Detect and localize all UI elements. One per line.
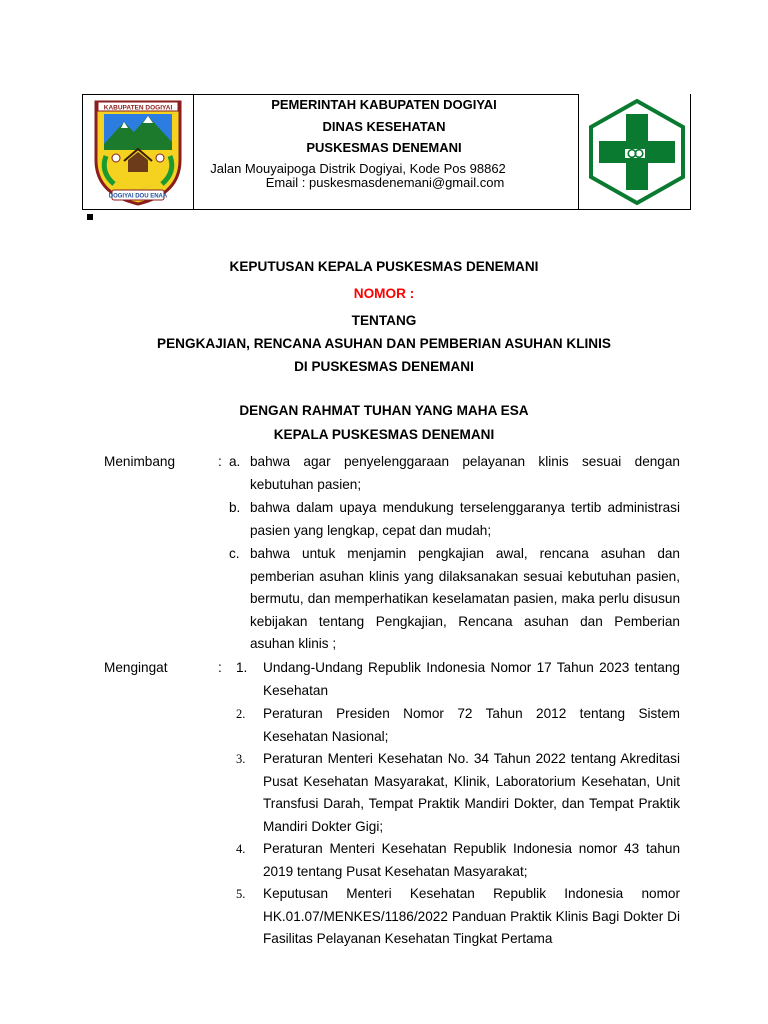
- letterhead-top-border: [82, 94, 578, 95]
- letterhead-right-border: [690, 94, 691, 210]
- mengingat-mark-5: 5.: [236, 887, 246, 901]
- menimbang-item-b: bahwa dalam upaya mendukung terselenggaranya tertib administrasi pasien yang lengkap, cepat dan mudah;: [250, 500, 680, 538]
- mengingat-mark-2: 2.: [236, 707, 246, 721]
- header-agency: DINAS KESEHATAN: [322, 119, 446, 134]
- mengingat-item-3: Peraturan Menteri Kesehatan No. 34 Tahun 2022 tentang Akreditasi Pusat Kesehatan Masyarakat, Klinik, Laboratorium Kesehatan, Unit Transfusi Darah, Tempat Praktik Mandiri Dokter, dan Tempat Praktik Mandiri Dokter Gigi;: [263, 751, 680, 834]
- decree-number-label: NOMOR :: [353, 286, 415, 301]
- mengingat-colon: :: [218, 660, 222, 675]
- header-address: Jalan Mouyaipoga Distrik Dogiyai, Kode Pos 98862: [210, 161, 506, 176]
- crest-bottom-text: DOGIYAI DOU ENAA: [108, 193, 168, 200]
- menimbang-mark-b: b.: [229, 500, 241, 515]
- mengingat-item-1: Undang-Undang Republik Indonesia Nomor 17 Tahun 2023 tentang Kesehatan: [263, 660, 680, 698]
- kabupaten-dogiyai-crest-icon: [90, 98, 186, 206]
- blessing-line: DENGAN RAHMAT TUHAN YANG MAHA ESA: [239, 403, 529, 418]
- about-label: TENTANG: [351, 313, 417, 328]
- header-email: Email : puskesmasdenemani@gmail.com: [265, 175, 505, 190]
- menimbang-mark-a: a.: [229, 454, 241, 469]
- subject-line-1: PENGKAJIAN, RENCANA ASUHAN DAN PEMBERIAN ASUHAN KLINIS: [157, 336, 611, 351]
- letterhead-left-border: [82, 94, 83, 210]
- header-puskesmas: PUSKESMAS DENEMANI: [306, 140, 462, 155]
- stray-bullet-mark: [87, 214, 93, 220]
- mengingat-mark-4: 4.: [236, 842, 246, 856]
- menimbang-item-c: bahwa untuk menjamin pengkajian awal, rencana asuhan dan pemberian asuhan klinis yang dilaksanakan sesuai kebutuhan pasien, bermutu, dan memperhatikan keselamatan pasien, maka perlu disusun kebijakan tentang Pengkajian, Rencana asuhan dan Pemberian asuhan klinis ;: [250, 546, 680, 652]
- crest-top-text: KABUPATEN DOGIYAI: [103, 104, 173, 112]
- decree-title: KEPUTUSAN KEPALA PUSKESMAS DENEMANI: [229, 259, 539, 274]
- mengingat-mark-3: 3.: [236, 752, 246, 766]
- mengingat-label: Mengingat: [104, 660, 168, 675]
- menimbang-colon: :: [218, 454, 222, 469]
- header-government: PEMERINTAH KABUPATEN DOGIYAI: [271, 97, 497, 112]
- mengingat-item-2: Peraturan Presiden Nomor 72 Tahun 2012 tentang Sistem Kesehatan Nasional;: [263, 706, 680, 744]
- head-title: KEPALA PUSKESMAS DENEMANI: [273, 427, 495, 442]
- letterhead-right-divider: [578, 94, 579, 210]
- letterhead-bottom-border: [82, 209, 691, 210]
- menimbang-mark-c: c.: [229, 546, 240, 561]
- menimbang-item-a: bahwa agar penyelenggaraan pelayanan klinis sesuai dengan kebutuhan pasien;: [250, 454, 680, 492]
- menimbang-label: Menimbang: [104, 454, 176, 469]
- mengingat-item-5: Keputusan Menteri Kesehatan Republik Indonesia nomor HK.01.07/MENKES/1186/2022 Panduan Praktik Klinis Bagi Dokter Di Fasilitas Pelayanan Kesehatan Tingkat Pertama: [263, 886, 680, 947]
- puskesmas-cross-logo-icon: [585, 99, 689, 205]
- mengingat-mark-1: 1.: [236, 660, 248, 675]
- mengingat-item-4: Peraturan Menteri Kesehatan Republik Indonesia nomor 43 tahun 2019 tentang Pusat Kesehatan Masyarakat;: [263, 841, 680, 879]
- subject-line-2: DI PUSKESMAS DENEMANI: [294, 359, 474, 374]
